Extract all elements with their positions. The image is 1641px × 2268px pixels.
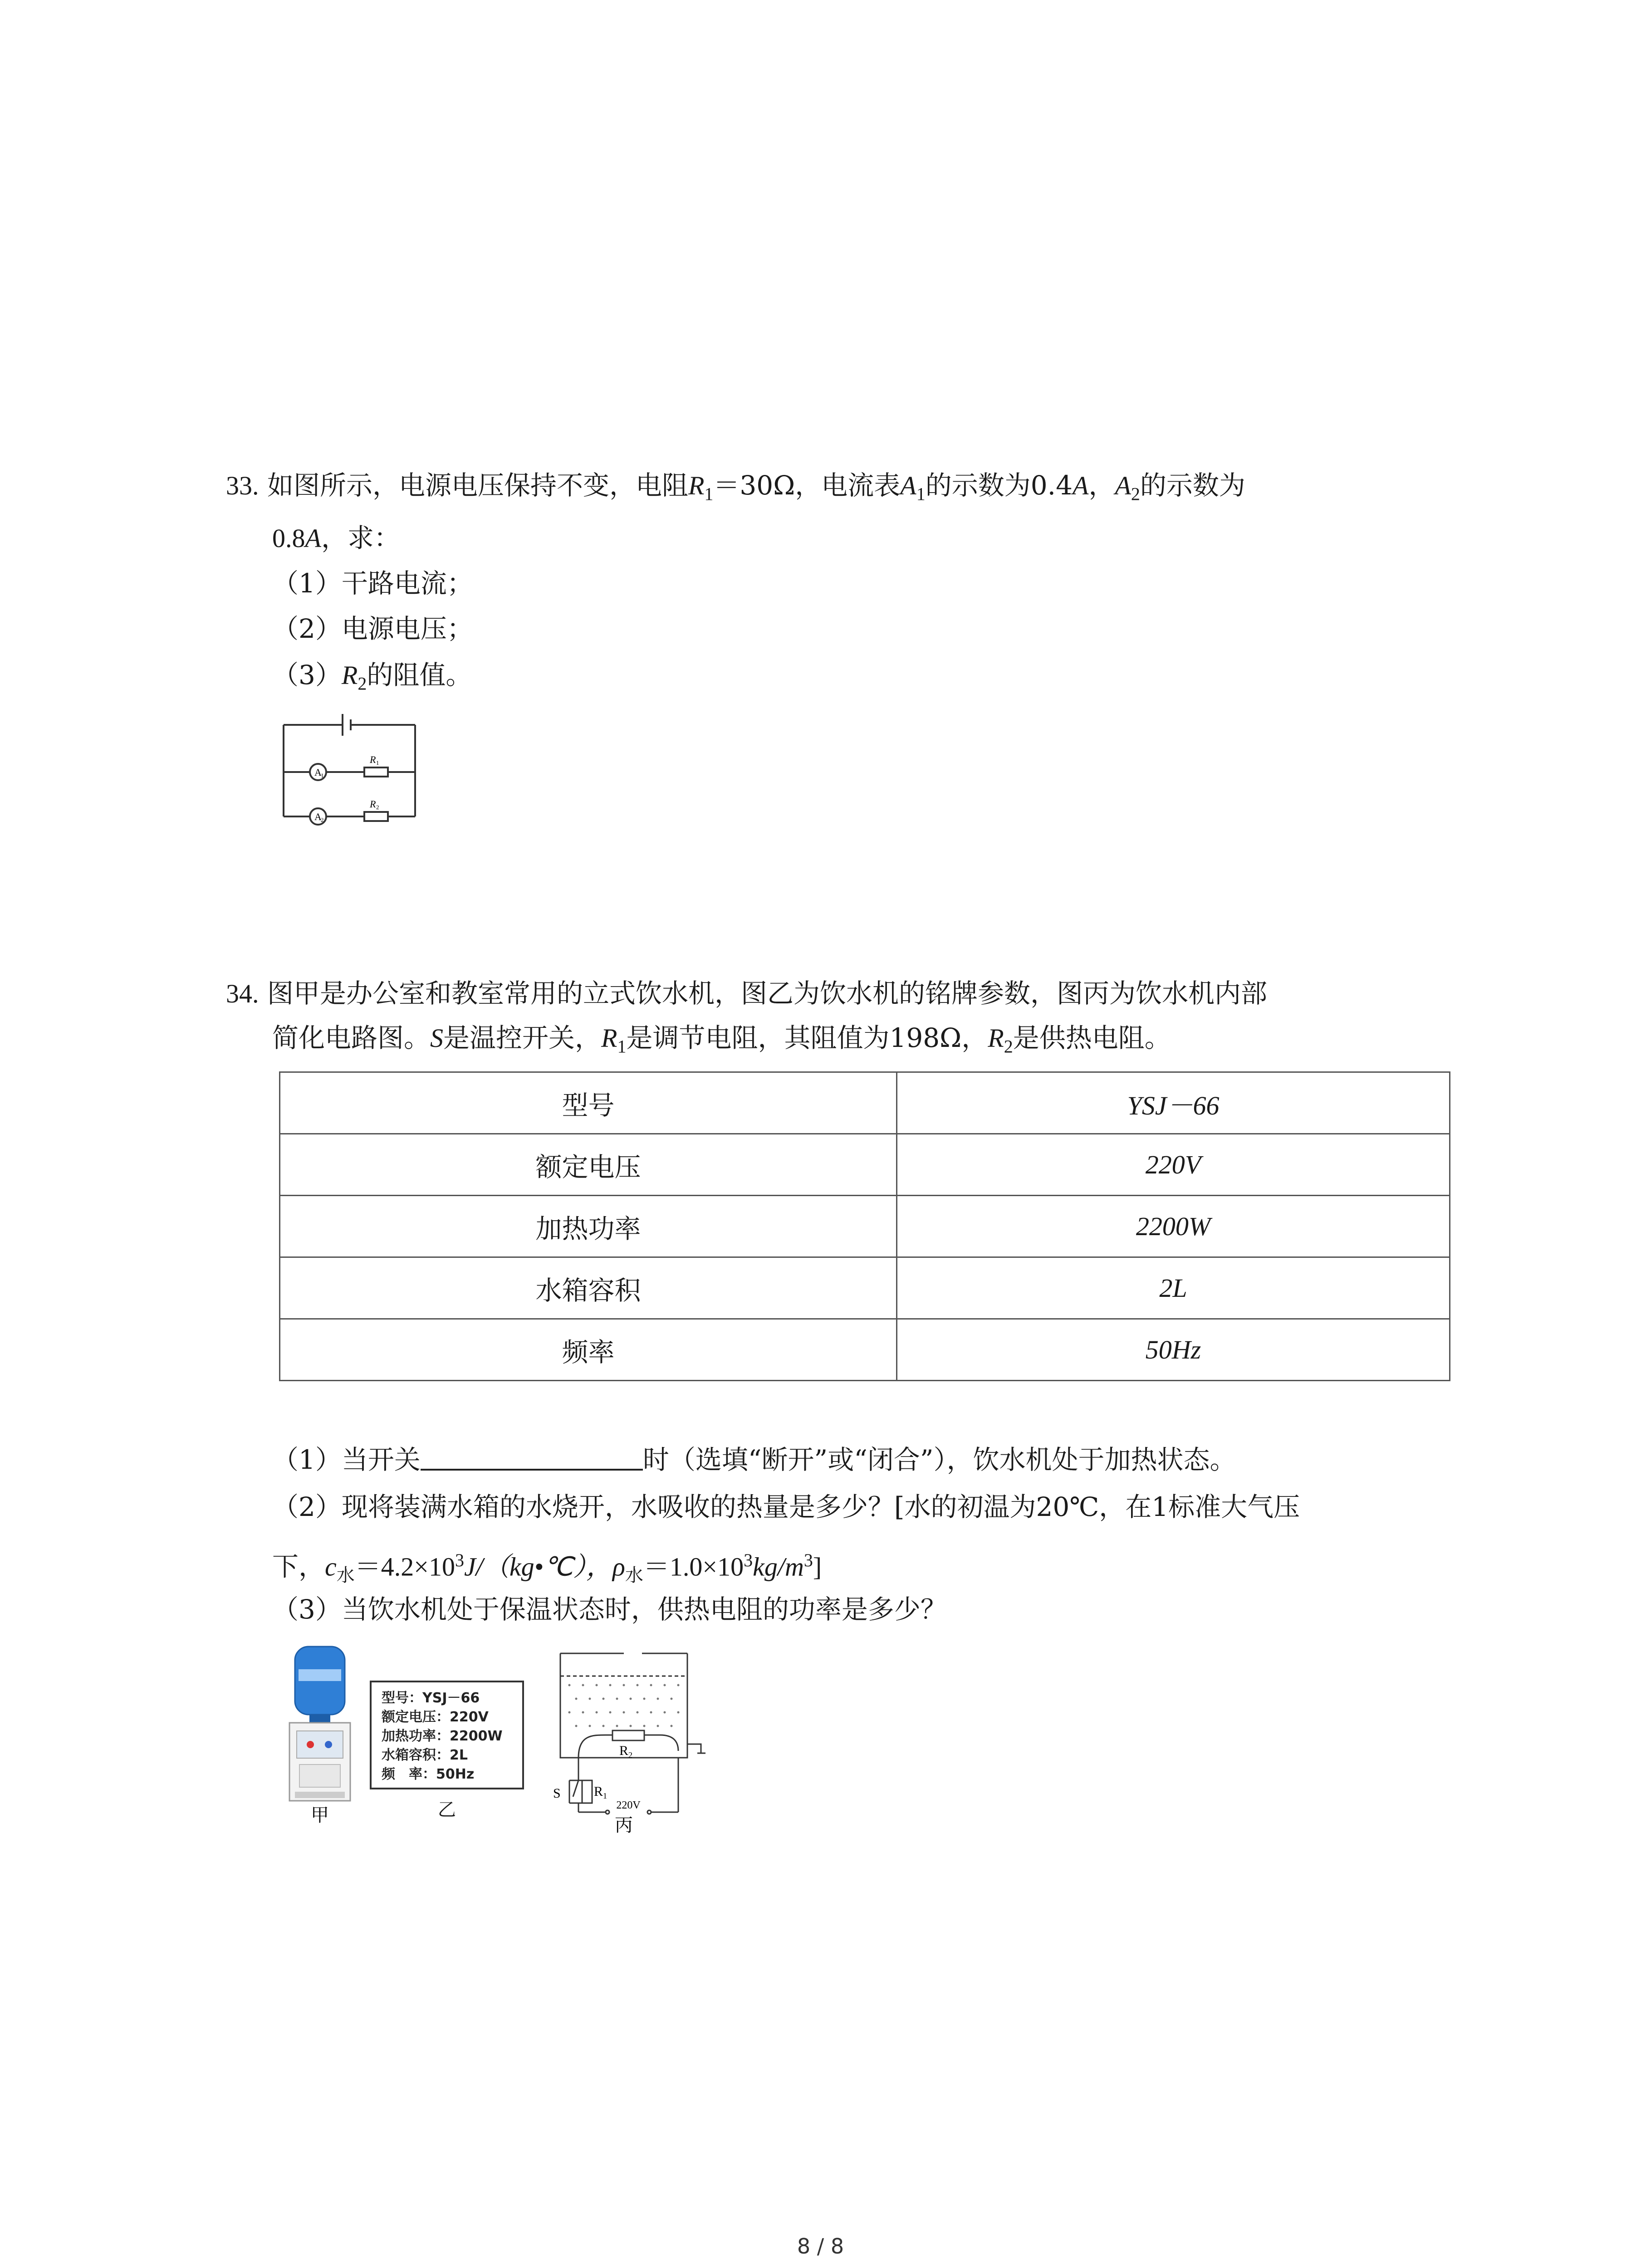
q33-sub-2: （2）电源电压； [272,613,473,644]
table-cell-value: 50Hz [897,1319,1450,1381]
resistor-r1-label: R [370,754,376,765]
switch-s-label: S [553,1786,561,1801]
resistor-r2-label: R [370,798,376,810]
table-cell-label: 额定电压 [280,1134,897,1196]
q34-sub-2-line-1: （2）现将装满水箱的水烧开，水吸收的热量是多少？[水的初温为20℃，在1标准大气压 [272,1491,1300,1522]
page-number: 8 / 8 [797,2234,844,2258]
resistor-r1-sub: 1 [376,759,379,766]
plate-line: 型号：YSJ－66 [382,1690,480,1706]
q33-sub-1: （1）干路电流； [272,568,473,599]
plate-line: 额定电压：220V [382,1709,489,1725]
figure-label-yi: 乙 [438,1799,456,1820]
resistor-r1-sub: 1 [603,1791,607,1800]
voltage-label: 220V [616,1799,641,1811]
resistor-r2-sub: 2 [628,1750,632,1760]
q34-line-1: 34. 图甲是办公室和教室常用的立式饮水机，图乙为饮水机的铭牌参数，图丙为饮水机内部 [226,978,1267,1009]
q34-sub-3: （3）当饮水机处于保温状态时，供热电阻的功率是多少？ [272,1594,947,1625]
dispenser-circuit-figure [551,1644,724,1835]
table-row [280,1257,1450,1319]
nameplate-table [279,1071,1450,1381]
resistor-r1-label: R [594,1784,603,1799]
q34-line-2: 简化电路图。S是温控开关，$R_1$是调节电阻，其阻值为198Ω，$R_2$是供热电阻。 [272,1022,1171,1057]
q34-sub-2-line-2: 下，$c_水=4.2\times 10^3J/(kg•℃)$，$\rho_水=1.0\times 10^3kg/m^3$] [272,1550,822,1586]
table-row [280,1319,1450,1381]
ammeter-a1-label: A [314,767,322,778]
figure-label-bing: 丙 [615,1815,633,1835]
q33-line-1: 33. 如图所示，电源电压保持不变，电阻$R_1=30\Omega$，电流表$A_1$的示数为0.4A，$A_2$的示数为 [226,470,1245,504]
table-cell-value: 220V [897,1134,1450,1196]
table-cell-label: 频率 [280,1319,897,1381]
q33-line-2: 0.8A，求： [272,523,400,553]
q33-circuit-figure [279,708,429,835]
table-row [280,1134,1450,1196]
plate-line: 加热功率：2200W [382,1728,503,1744]
q34-sub-1: （1）当开关 时（选填“断开”或“闭合”），饮水机处于加热状态。 [272,1442,1236,1478]
table-cell-value: 2200W [897,1196,1450,1257]
q33-sub-3: $(3)R_2$的阻值。 [272,660,472,694]
table-row [280,1072,1450,1134]
answer-blank[interactable] [421,1442,643,1471]
ammeter-a1-sub: 1 [321,772,324,779]
table-cell-value: YSJ－66 [897,1072,1450,1134]
ammeter-a2-sub: 2 [321,816,324,823]
table-cell-label: 水箱容积 [280,1257,897,1319]
figure-label-jia: 甲 [311,1805,329,1823]
resistor-r2-sub: 2 [376,804,379,811]
resistor-r2-label: R [619,1743,629,1758]
table-cell-label: 加热功率 [280,1196,897,1257]
ammeter-a2-label: A [314,811,322,822]
nameplate-figure [370,1681,524,1789]
plate-line: 频 率：50Hz [382,1766,475,1782]
table-cell-label: 型号 [280,1072,897,1134]
table-row [280,1196,1450,1257]
table-cell-value: 2L [897,1257,1450,1319]
plate-line: 水箱容积：2L [382,1747,468,1763]
water-dispenser-figure [281,1642,358,1823]
